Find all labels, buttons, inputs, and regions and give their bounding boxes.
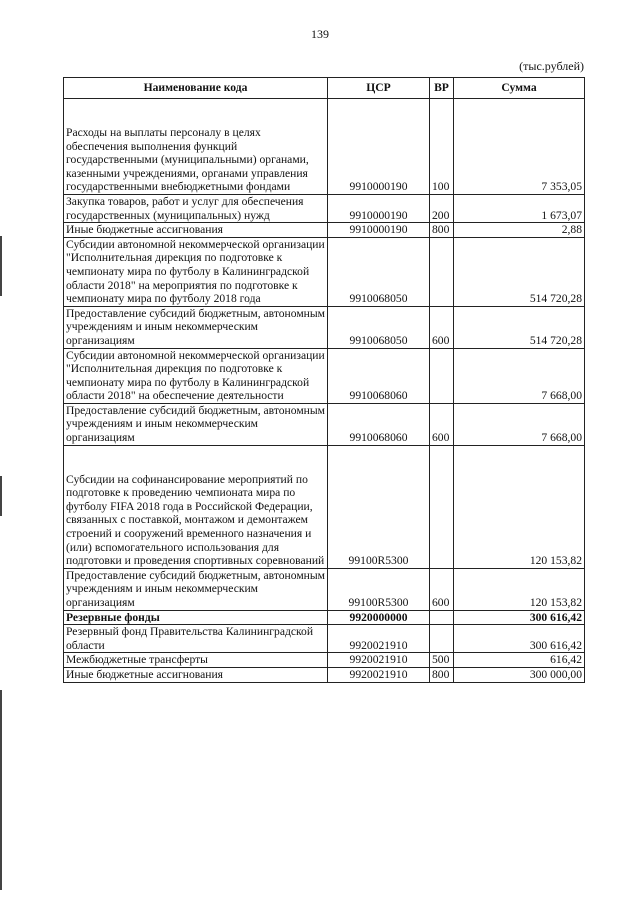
- row-sum: 300 616,42: [454, 625, 585, 653]
- row-csr: 9910000190: [328, 223, 430, 238]
- table-row: [64, 237, 585, 306]
- header-sum: Сумма: [454, 78, 585, 99]
- row-sum: 120 153,82: [454, 445, 585, 568]
- row-name: Резервные фонды: [64, 610, 328, 625]
- row-name: Иные бюджетные ассигнования: [64, 223, 328, 238]
- binding-mark: [0, 476, 2, 516]
- row-sum: 514 720,28: [454, 237, 585, 306]
- row-sum: 7 668,00: [454, 348, 585, 403]
- table-row: [64, 653, 585, 668]
- row-vr: [430, 610, 454, 625]
- row-csr: 9910068050: [328, 306, 430, 348]
- table-body: [64, 99, 585, 683]
- table-row: [64, 194, 585, 222]
- binding-mark: [0, 690, 2, 890]
- row-sum: 616,42: [454, 653, 585, 668]
- row-csr: 9920021910: [328, 667, 430, 682]
- row-csr: 9910068050: [328, 237, 430, 306]
- row-name: Межбюджетные трансферты: [64, 653, 328, 668]
- row-name: Предоставление субсидий бюджетным, автономным учреждениям и иным некоммерческим организациям: [64, 568, 328, 610]
- row-name: Иные бюджетные ассигнования: [64, 667, 328, 682]
- row-csr: 9920021910: [328, 653, 430, 668]
- row-vr: [430, 348, 454, 403]
- row-vr: 600: [430, 403, 454, 445]
- row-sum: 7 668,00: [454, 403, 585, 445]
- table-row: [64, 403, 585, 445]
- row-vr: 100: [430, 99, 454, 195]
- row-vr: [430, 625, 454, 653]
- row-vr: 200: [430, 194, 454, 222]
- table-row: [64, 610, 585, 625]
- row-vr: [430, 445, 454, 568]
- table-header-row: [64, 78, 585, 99]
- row-csr: 9920021910: [328, 625, 430, 653]
- row-name: Субсидии автономной некоммерческой организации "Исполнительная дирекция по подготовке к чемпионату мира по футболу в Калининградской области 2018" на мероприятия по подготовке к чемпионату мира по футболу 2018 года: [64, 237, 328, 306]
- row-vr: 500: [430, 653, 454, 668]
- row-sum: 300 000,00: [454, 667, 585, 682]
- table-row: [64, 223, 585, 238]
- row-sum: 1 673,07: [454, 194, 585, 222]
- row-name: Закупка товаров, работ и услуг для обеспечения государственных (муниципальных) нужд: [64, 194, 328, 222]
- row-vr: 800: [430, 667, 454, 682]
- row-csr: 9920000000: [328, 610, 430, 625]
- row-name: Предоставление субсидий бюджетным, автономным учреждениям и иным некоммерческим организациям: [64, 306, 328, 348]
- table-row: [64, 348, 585, 403]
- table-row: [64, 99, 585, 195]
- row-csr: 9910000190: [328, 99, 430, 195]
- table-row: [64, 625, 585, 653]
- row-name: Расходы на выплаты персоналу в целях обеспечения выполнения функций государственными (муниципальными) органами, казенными учреждениями, органами управления государственными внебюджетными фондами: [64, 99, 328, 195]
- row-sum: 7 353,05: [454, 99, 585, 195]
- row-sum: 514 720,28: [454, 306, 585, 348]
- row-name: Субсидии автономной некоммерческой организации "Исполнительная дирекция по подготовке к чемпионату мира по футболу в Калининградской области 2018" на обеспечение деятельности: [64, 348, 328, 403]
- row-csr: 9910068060: [328, 403, 430, 445]
- header-csr: ЦСР: [328, 78, 430, 99]
- row-csr: 99100R5300: [328, 568, 430, 610]
- row-csr: 9910068060: [328, 348, 430, 403]
- units-label: (тыс.рублей): [519, 59, 584, 73]
- row-name: Резервный фонд Правительства Калининградской области: [64, 625, 328, 653]
- row-csr: 99100R5300: [328, 445, 430, 568]
- table-row: [64, 445, 585, 568]
- table-row: [64, 667, 585, 682]
- page-number: 139: [311, 27, 329, 41]
- table-row: [64, 306, 585, 348]
- table-row: [64, 568, 585, 610]
- row-csr: 9910000190: [328, 194, 430, 222]
- budget-table: [63, 77, 585, 683]
- row-vr: 600: [430, 306, 454, 348]
- row-name: Предоставление субсидий бюджетным, автономным учреждениям и иным некоммерческим организациям: [64, 403, 328, 445]
- row-name: Субсидии на софинансирование мероприятий по подготовке к проведению чемпионата мира по футболу FIFA 2018 года в Российской Федерации, связанных с поставкой, монтажом и демонтажем строений и сооружений временного назначения и (или) вспомогательного использования для подготовки и проведения спортивных соревнований: [64, 445, 328, 568]
- row-sum: 300 616,42: [454, 610, 585, 625]
- row-vr: [430, 237, 454, 306]
- row-vr: 600: [430, 568, 454, 610]
- row-sum: 2,88: [454, 223, 585, 238]
- header-name: Наименование кода: [64, 78, 328, 99]
- row-vr: 800: [430, 223, 454, 238]
- header-vr: ВР: [430, 78, 454, 99]
- binding-mark: [0, 236, 2, 296]
- row-sum: 120 153,82: [454, 568, 585, 610]
